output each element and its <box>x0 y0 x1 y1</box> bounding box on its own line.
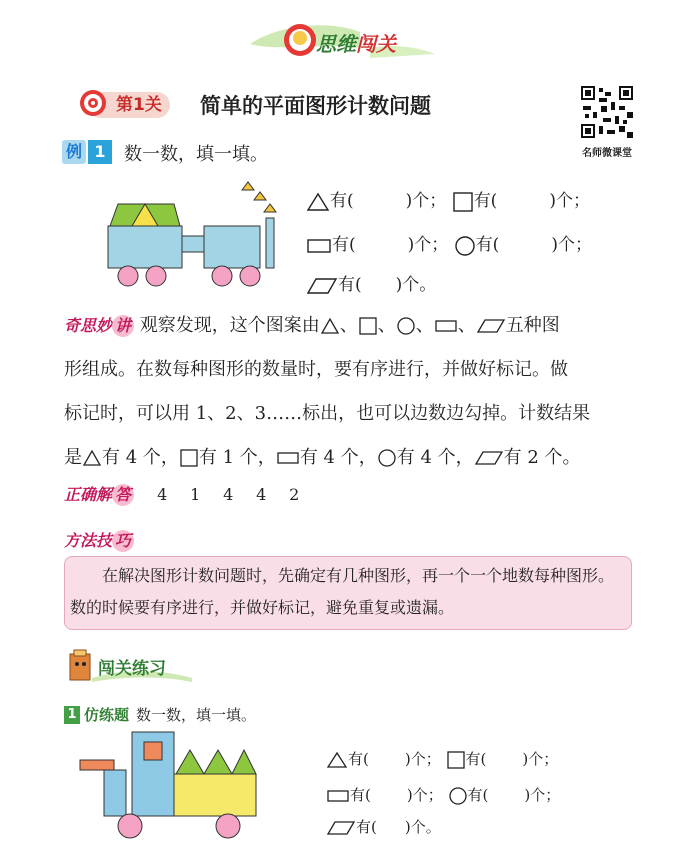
example-number: 1 <box>88 140 112 164</box>
circle-icon <box>396 316 416 336</box>
practice-fill-row-1 <box>326 748 558 770</box>
answer-label-main: 正确解 <box>64 485 113 504</box>
answer-label <box>64 485 134 504</box>
example-instruction: 数一数，填一填。 <box>124 144 268 165</box>
analysis-text: 有 2 个。 <box>503 447 581 468</box>
truck-illustration <box>76 728 266 840</box>
analysis-label <box>64 316 134 335</box>
fill-label: 有( <box>348 750 369 768</box>
circle-icon <box>448 786 468 806</box>
target-icon <box>78 88 108 118</box>
analysis-line-2: 形组成。在数每种图形的数量时，要有序进行，并做好标记。做 <box>64 359 568 380</box>
parallelogram-icon <box>306 277 338 295</box>
answer-values <box>157 485 322 504</box>
analysis-line-4 <box>64 436 644 480</box>
question-type: 仿练题 <box>84 706 130 724</box>
fill-close: )个； <box>549 191 590 211</box>
square-icon <box>358 316 378 336</box>
analysis-text: 五种图 <box>505 315 560 336</box>
analysis-text: 有 4 个， <box>102 447 179 468</box>
triangle-icon <box>306 192 330 212</box>
method-label-circle: 巧 <box>112 530 134 552</box>
example-tag: 例 <box>62 140 86 164</box>
level-badge: 第1关 <box>88 92 170 118</box>
rectangle-icon <box>434 318 458 334</box>
analysis-label-main: 奇思妙 <box>64 316 113 335</box>
separator: 、 <box>377 315 396 336</box>
circle-icon <box>454 235 476 257</box>
parallelogram-icon <box>326 820 356 836</box>
banner-title <box>316 28 396 57</box>
parallelogram-icon <box>474 450 504 466</box>
fill-close: )个。 <box>404 818 441 836</box>
fill-row-3 <box>306 270 436 295</box>
practice-fill-row-2 <box>326 784 560 806</box>
fill-label: 有( <box>338 275 362 295</box>
train-illustration <box>104 180 294 290</box>
fill-close: )个； <box>407 235 449 255</box>
answer-value: 4 <box>223 485 234 504</box>
square-icon <box>452 191 474 213</box>
rectangle-icon <box>276 450 300 466</box>
fill-close: )个； <box>406 786 443 804</box>
answer-value: 4 <box>157 485 168 504</box>
analysis-block <box>64 304 644 480</box>
answer-label-circle: 答 <box>112 484 134 506</box>
banner-title-a: 思维 <box>316 32 356 56</box>
fill-close: )个； <box>522 750 559 768</box>
analysis-text: 是 <box>64 447 82 468</box>
separator: 、 <box>457 315 476 336</box>
analysis-text: 观察发现，这个图案由 <box>139 315 320 336</box>
separator: 、 <box>415 315 434 336</box>
qr-code-icon[interactable] <box>579 84 635 140</box>
analysis-text: 有 4 个， <box>396 447 474 468</box>
rectangle-icon <box>306 237 332 255</box>
parallelogram-icon <box>476 318 506 334</box>
answer-value: 2 <box>289 485 300 504</box>
question-text: 数一数，填一填。 <box>136 706 257 724</box>
analysis-label-circle: 讲 <box>112 315 134 337</box>
fill-label: 有( <box>467 786 489 804</box>
answer-value: 4 <box>256 485 267 504</box>
answer-value: 1 <box>190 485 201 504</box>
question-number: 1 <box>64 706 80 724</box>
triangle-icon <box>320 317 340 335</box>
banner-title-b: 闯关 <box>356 32 396 56</box>
triangle-icon <box>82 449 102 467</box>
rectangle-icon <box>326 788 350 804</box>
fill-close: )个。 <box>395 275 437 295</box>
fill-label: 有( <box>330 191 354 211</box>
fill-label: 有( <box>473 191 498 211</box>
square-icon <box>446 750 466 770</box>
fill-close: )个； <box>524 786 561 804</box>
fill-close: )个； <box>405 191 447 211</box>
fill-label: 有( <box>465 750 487 768</box>
fill-label: 有( <box>332 235 356 255</box>
separator: 、 <box>339 315 358 336</box>
square-icon <box>179 448 199 468</box>
circle-icon <box>377 448 397 468</box>
analysis-text: 有 1 个， <box>198 447 276 468</box>
fill-row-2 <box>306 230 592 257</box>
analysis-text: 有 4 个， <box>299 447 377 468</box>
practice-title: 闯关练习 <box>98 659 166 679</box>
fill-label: 有( <box>350 786 371 804</box>
fill-close: )个； <box>404 750 441 768</box>
fill-close: )个； <box>551 235 592 255</box>
qr-caption: 名师微课堂 <box>582 148 632 159</box>
method-label-main: 方法技 <box>64 531 113 550</box>
practice-fill-row-3 <box>326 816 441 837</box>
fill-label: 有( <box>356 818 377 836</box>
method-label <box>64 528 134 552</box>
analysis-line-3: 标记时，可以用 1、2、3……标出，也可以边数边勾掉。计数结果 <box>64 403 591 424</box>
method-text: 在解决图形计数问题时，先确定有几种图形，再一个一个地数每种图形。数的时候要有序进行，并做好标记，避免重复或遗漏。 <box>70 566 615 617</box>
analysis-line-1 <box>64 304 644 348</box>
triangle-icon <box>326 751 348 769</box>
fill-row-1 <box>306 186 590 213</box>
lesson-title: 简单的平面图形计数问题 <box>200 94 431 118</box>
answer-line <box>64 482 322 506</box>
fill-label: 有( <box>475 235 500 255</box>
